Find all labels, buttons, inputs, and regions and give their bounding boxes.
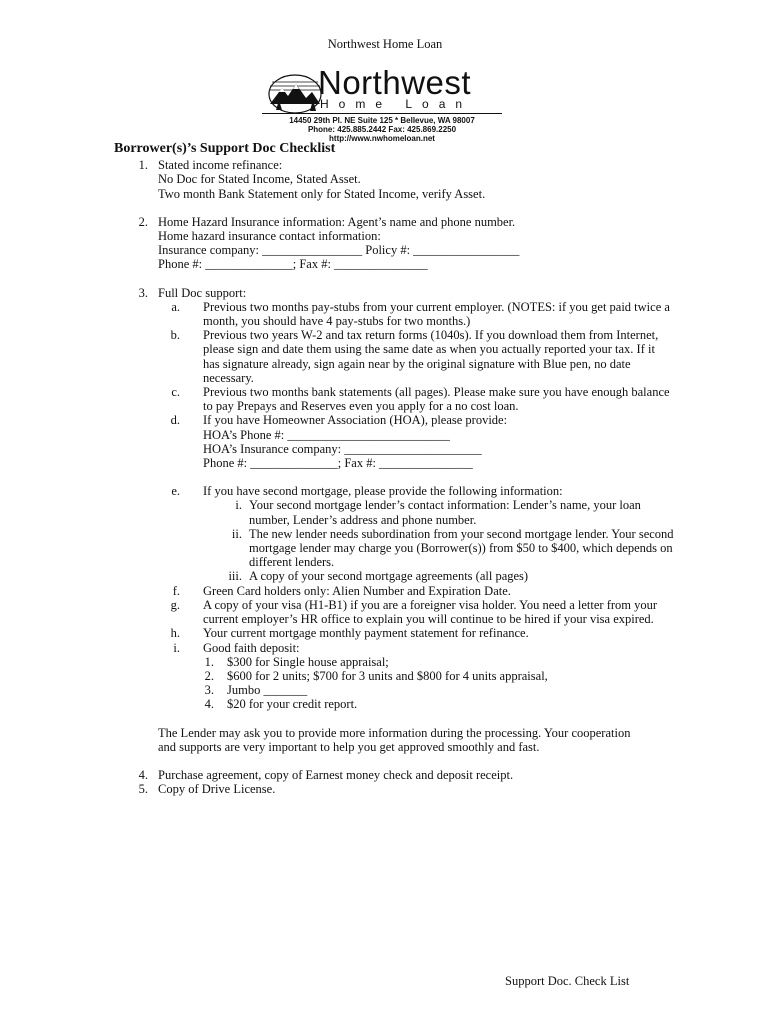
item-number: 3. xyxy=(138,285,148,300)
deposit-item-1 xyxy=(114,655,674,669)
sub-item-label: b. xyxy=(170,328,180,343)
logo-contact-block xyxy=(262,116,502,143)
sub-item-text: Previous two months pay-stubs from your current employer. (NOTES: if you get paid twice a month, you should have 4 pay-stubs for two months.) xyxy=(203,299,670,329)
sub-item-i xyxy=(114,641,674,655)
deposit-text: $600 for 2 units; $700 for 3 units and $800 for 4 units appraisal, xyxy=(227,668,548,683)
logo-url: http://www.nwhomeloan.net xyxy=(329,134,435,143)
deposit-label: 2. xyxy=(204,668,214,683)
item-text: Stated income refinance: xyxy=(158,158,283,173)
sub-item-g xyxy=(114,598,674,626)
deposit-item-2 xyxy=(114,669,674,683)
hoa-phone-line: HOA’s Phone #: __________________________ xyxy=(203,427,450,442)
logo-phone-fax: Phone: 425.885.2442 Fax: 425.869.2250 xyxy=(307,125,457,134)
roman-label: iii. xyxy=(228,569,242,584)
checklist-item-2 xyxy=(114,215,674,229)
sub-item-b xyxy=(114,328,674,385)
page-footer: Support Doc. Check List xyxy=(505,974,630,988)
company-logo xyxy=(262,64,512,145)
item-number: 5. xyxy=(138,782,148,797)
item-line: Phone #: ______________; Fax #: _______________ xyxy=(158,257,428,272)
deposit-text: Jumbo _______ xyxy=(227,683,308,698)
lender-note: The Lender may ask you to provide more information during the processing. Your cooperation and supports are very important to help you get approved smoothly and fast. xyxy=(158,725,631,754)
checklist-body xyxy=(114,142,674,796)
roman-text: Your second mortgage lender’s contact information: Lender’s name, your loan number, Lender’s address and phone number. xyxy=(249,498,641,527)
sub-item-label: f. xyxy=(172,583,180,598)
roman-item-i xyxy=(114,498,674,526)
sub-item-text: If you have Homeowner Association (HOA), please provide: xyxy=(203,413,508,428)
sub-item-d xyxy=(114,413,674,427)
roman-text: A copy of your second mortgage agreements (all pages) xyxy=(249,569,529,584)
logo-divider xyxy=(262,113,502,114)
roman-item-iii xyxy=(114,569,674,583)
deposit-label: 3. xyxy=(204,683,214,698)
item-number: 2. xyxy=(138,214,148,229)
sub-item-a xyxy=(114,300,674,328)
deposit-item-3 xyxy=(114,683,674,697)
sub-item-h xyxy=(114,626,674,640)
item-number: 4. xyxy=(138,767,148,782)
sub-item-label: g. xyxy=(170,597,180,612)
sub-item-text: If you have second mortgage, please provide the following information: xyxy=(203,484,563,499)
sub-item-text: A copy of your visa (H1-B1) if you are a foreigner visa holder. You need a letter from your current employer’s HR office to explain you will continue to be hired if your visa expired. xyxy=(203,597,658,627)
sub-item-label: a. xyxy=(171,299,180,314)
item-line: Home hazard insurance contact information: xyxy=(158,229,381,244)
roman-text: The new lender needs subordination from your second mortgage lender. Your second mortgage lender may charge you (Borrower(s)) from $50 to $400, which depends on different lenders. xyxy=(249,526,674,570)
sub-item-text: Previous two months bank statements (all pages). Please make sure you have enough balance to pay Prepays and Reserves even you apply for a no cost loan. xyxy=(203,385,670,414)
hoa-insurance-line: HOA’s Insurance company: ______________________ xyxy=(203,441,482,456)
deposit-label: 1. xyxy=(204,654,214,669)
sub-item-text: Your current mortgage monthly payment statement for refinance. xyxy=(203,626,529,641)
logo-address: 14450 29th Pl. NE Suite 125 * Bellevue, WA 98007 xyxy=(289,116,475,125)
sub-item-text: Good faith deposit: xyxy=(203,640,300,655)
deposit-text: $20 for your credit report. xyxy=(227,697,358,712)
checklist-item-1 xyxy=(114,158,674,172)
item-text: Copy of Drive License. xyxy=(158,782,276,797)
item-line: Insurance company: ________________ Policy #: _________________ xyxy=(158,243,520,258)
mountain-tree-icon xyxy=(266,70,324,114)
sub-item-text: Green Card holders only: Alien Number and Expiration Date. xyxy=(203,583,511,598)
sub-item-label: d. xyxy=(170,413,180,428)
checklist-item-4 xyxy=(114,768,674,782)
item-line: No Doc for Stated Income, Stated Asset. xyxy=(158,172,361,187)
roman-item-ii xyxy=(114,527,674,570)
checklist-item-5 xyxy=(114,782,674,796)
sub-item-label: i. xyxy=(173,640,180,655)
item-number: 1. xyxy=(138,158,148,173)
item-text: Home Hazard Insurance information: Agent’s name and phone number. xyxy=(158,214,516,229)
running-header: Northwest Home Loan xyxy=(327,37,443,51)
sub-item-f xyxy=(114,584,674,598)
sub-item-text: Previous two years W-2 and tax return forms (1040s). If you download them from Internet, please sign and date them using the same date as when you actually reported your tax. If it has signature already, sign again near by the original signature with Blue pen, no date necessary. xyxy=(203,328,659,385)
sub-item-e xyxy=(114,484,674,498)
hoa-phone-fax-line: Phone #: ______________; Fax #: _______________ xyxy=(203,456,473,471)
logo-brand-name: Northwest xyxy=(318,64,472,101)
sub-item-label: e. xyxy=(171,484,180,499)
page-title: Borrower(s)’s Support Doc Checklist xyxy=(114,141,336,156)
item-text: Purchase agreement, copy of Earnest money check and deposit receipt. xyxy=(158,767,514,782)
item-text: Full Doc support: xyxy=(158,285,247,300)
logo-subtitle: Home Loan xyxy=(320,97,473,111)
roman-label: i. xyxy=(235,498,242,513)
sub-item-label: c. xyxy=(171,385,180,400)
checklist-item-3 xyxy=(114,286,674,300)
deposit-text: $300 for Single house appraisal; xyxy=(227,654,389,669)
deposit-item-4 xyxy=(114,697,674,711)
sub-item-label: h. xyxy=(170,626,180,641)
deposit-label: 4. xyxy=(204,697,214,712)
item-line: Two month Bank Statement only for Stated Income, verify Asset. xyxy=(158,186,486,201)
sub-item-c xyxy=(114,385,674,413)
roman-label: ii. xyxy=(231,526,242,541)
